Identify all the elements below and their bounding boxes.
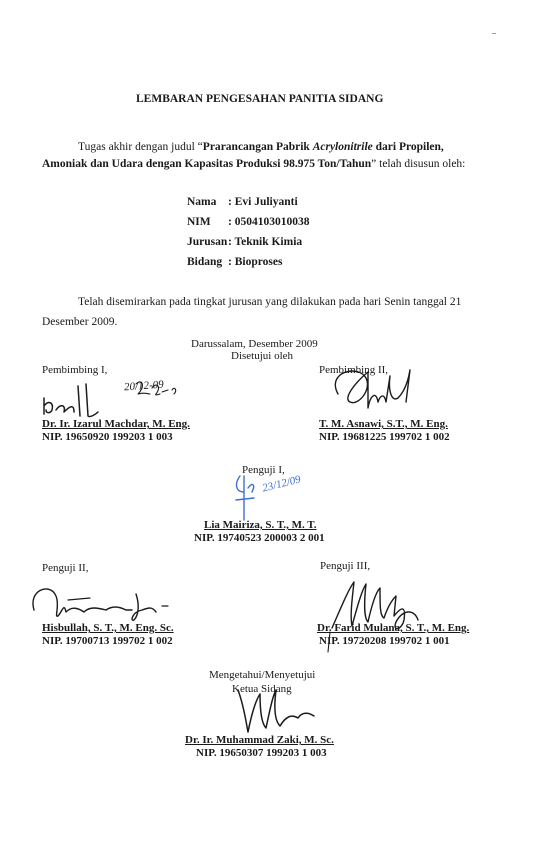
place-date: Darussalam, Desember 2009 (191, 338, 318, 350)
seminar-line-2: Desember 2009. (42, 316, 118, 328)
bidang-value: : Bioproses (228, 256, 283, 268)
pembimbing-2-nip: NIP. 19681225 199702 1 002 (319, 431, 450, 443)
intro-italic: Acrylonitrile (312, 141, 373, 153)
ketua-name: Dr. Ir. Muhammad Zaki, M. Sc. (185, 734, 334, 746)
pembimbing-2-label: Pembimbing II, (319, 364, 389, 376)
intro-prefix: Tugas akhir dengan judul “ (78, 141, 203, 153)
pembimbing-1-label: Pembimbing I, (42, 364, 108, 376)
nim-label: NIM (187, 216, 211, 228)
penguji-2-name: Hisbullah, S. T., M. Eng. Sc. (42, 622, 174, 634)
pembimbing-1-name: Dr. Ir. Izarul Machdar, M. Eng. (42, 418, 190, 430)
penguji-1-date-note: 23/12/09 (261, 473, 302, 495)
pembimbing-1-date-note: 20/12-09 (123, 378, 165, 394)
penguji-2-nip: NIP. 19700713 199702 1 002 (42, 635, 173, 647)
ketua-line-2: Ketua Sidang (232, 683, 292, 695)
ketua-line-1: Mengetahui/Menyetujui (209, 669, 316, 681)
penguji-2-signature (28, 576, 188, 626)
nim-value: : 0504103010038 (228, 216, 310, 228)
scan-mark (492, 33, 496, 34)
pembimbing-1-signature (40, 376, 190, 420)
penguji-3-nip: NIP. 19720208 199702 1 001 (319, 635, 450, 647)
intro-bold-2: rancangan Pabrik (220, 141, 313, 153)
intro-bold-1: Pra (202, 141, 221, 153)
intro-line-2 (42, 158, 465, 170)
penguji-1-name: Lia Mairiza, S. T., M. T. (204, 519, 317, 531)
intro-bold-3: dari Propilen, (372, 141, 444, 153)
penguji-1-nip: NIP. 19740523 200003 2 001 (194, 532, 325, 544)
jurusan-label: Jurusan (187, 236, 228, 248)
penguji-3-name: Dr. Farid Mulana, S. T., M. Eng. (317, 622, 470, 634)
pembimbing-2-name: T. M. Asnawi, S.T., M. Eng. (319, 418, 448, 430)
ketua-signature (232, 676, 322, 738)
intro-suffix: ” telah disusun oleh: (371, 158, 466, 170)
name-label: Nama (187, 196, 217, 208)
bidang-label: Bidang (187, 256, 223, 268)
pembimbing-1-nip: NIP. 19650920 199203 1 003 (42, 431, 173, 443)
name-value: : Evi Juliyanti (228, 196, 298, 208)
ketua-nip: NIP. 19650307 199203 1 003 (196, 747, 327, 759)
jurusan-value: : Teknik Kimia (228, 236, 303, 248)
penguji-3-label: Penguji III, (320, 560, 371, 572)
intro-line-1 (78, 141, 444, 153)
approved-by: Disetujui oleh (231, 350, 294, 362)
penguji-1-signature (230, 470, 320, 524)
pembimbing-2-signature (328, 362, 428, 414)
seminar-line-1: Telah disemirarkan pada tingkat jurusan yang dilakukan pada hari Senin tanggal 21 (78, 296, 462, 308)
intro-title-end: Amoniak dan Udara dengan Kapasitas Produksi 98.975 Ton/Tahun (42, 158, 372, 170)
penguji-1-label: Penguji I, (242, 464, 285, 476)
document-title: LEMBARAN PENGESAHAN PANITIA SIDANG (136, 93, 384, 105)
penguji-2-label: Penguji II, (42, 562, 89, 574)
